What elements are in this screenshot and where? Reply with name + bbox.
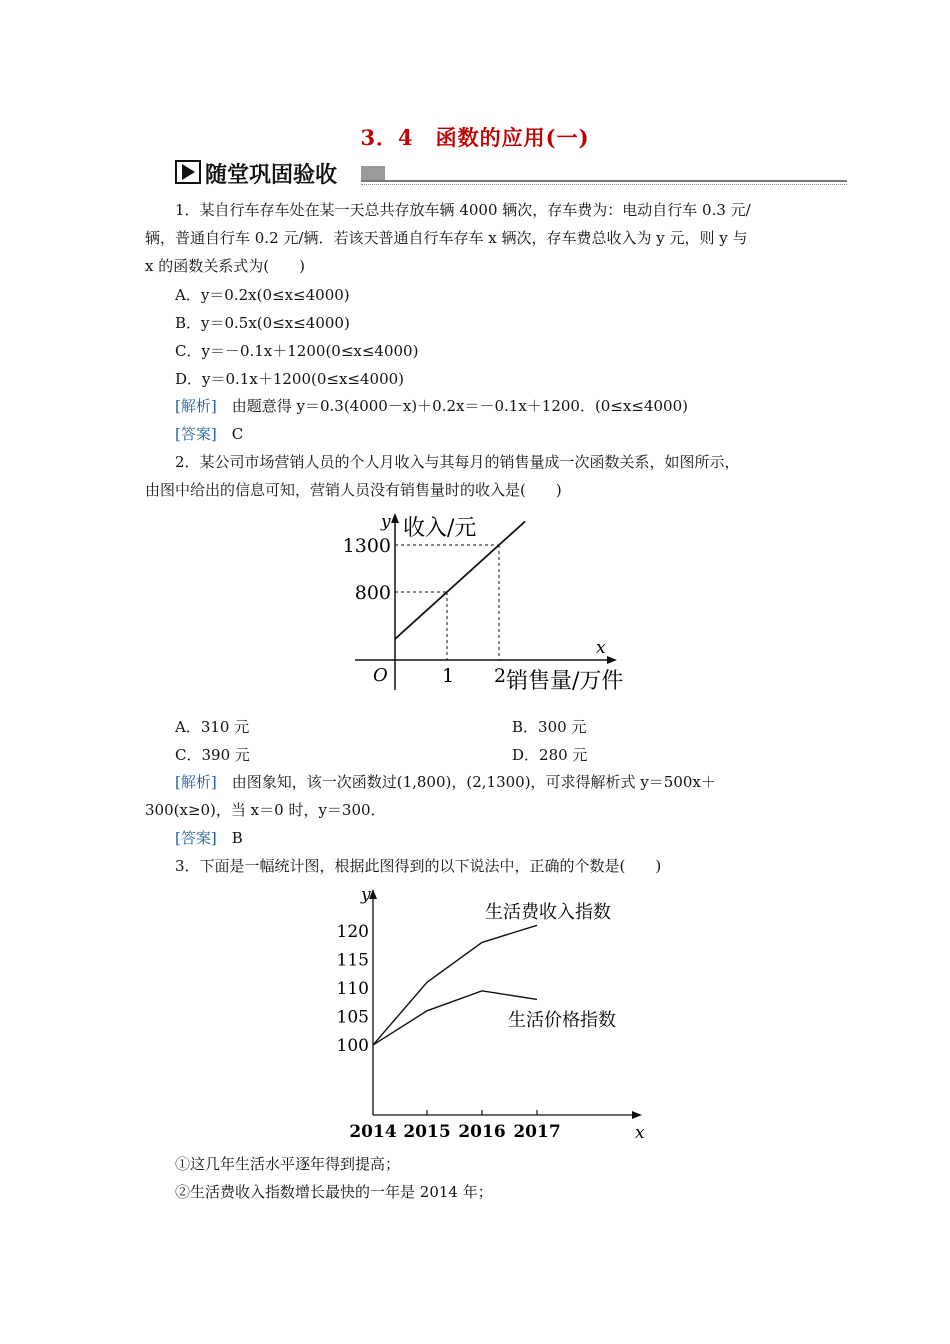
banner-block — [361, 166, 385, 180]
y-tick-label: 100 — [336, 1036, 369, 1056]
y-axis-letter: y — [361, 885, 371, 905]
q2-analysis-cont: 300(x≥0)，当 x＝0 时，y＝300． — [145, 801, 386, 819]
y-tick-label: 1300 — [342, 535, 391, 557]
y-axis-letter: y — [381, 512, 391, 532]
q1-answer — [175, 424, 243, 444]
q2-analysis-text: 由图象知，该一次函数过(1,800)，(2,1300)，可求得解析式 y＝500x＋ — [216, 773, 716, 791]
q1-line2: 辆，普通自行车 0.2 元/辆．若该天普通自行车存车 x 辆次，存车费总收入为 y 元，则 y 与 — [145, 229, 748, 247]
y-axis-title: 收入/元 — [403, 516, 477, 541]
x-tick-label: 2016 — [458, 1122, 506, 1142]
q3-statement-2: ②生活费收入指数增长最快的一年是 2014 年； — [175, 1183, 493, 1201]
q2-option-d: D．280 元 — [512, 746, 588, 764]
q1-option-b: B．y＝0.5x(0≤x≤4000) — [175, 314, 350, 332]
q3-line1: 3．下面是一幅统计图，根据此图得到的以下说法中，正确的个数是( ) — [175, 857, 662, 875]
y-tick-label: 800 — [354, 582, 391, 604]
play-arrow-icon — [175, 160, 201, 184]
q2-option-b: B．300 元 — [512, 718, 587, 736]
q2-answer-text: B — [216, 829, 243, 847]
q1-answer-text: C — [216, 425, 244, 443]
section-banner — [175, 158, 847, 188]
x-tick-label: 2015 — [403, 1122, 451, 1142]
x-axis-letter: x — [596, 638, 606, 658]
income-sales-chart — [330, 505, 650, 705]
y-tick-label: 120 — [336, 922, 369, 942]
q2-line2: 由图中给出的信息可知，营销人员没有销售量时的收入是( ) — [145, 481, 562, 499]
banner-rule — [361, 180, 847, 182]
banner-dotted-rule — [361, 184, 847, 186]
origin-label: O — [373, 665, 388, 686]
q2-analysis — [175, 772, 716, 792]
income-index-label: 生活费收入指数 — [485, 902, 611, 923]
q1-answer-tag: [答案] — [175, 425, 217, 443]
q2-line1: 2．某公司市场营销人员的个人月收入与其每月的销售量成一次函数关系，如图所示， — [175, 453, 740, 471]
q3-statement-1: ①这几年生活水平逐年得到提高； — [175, 1155, 401, 1173]
q2-answer-tag: [答案] — [175, 829, 217, 847]
y-axis-arrow — [391, 513, 399, 523]
x-axis-arrow — [607, 656, 617, 664]
x-tick-label: 1 — [442, 665, 455, 687]
q1-line1: 1．某自行车存车处在某一天总共存放车辆 4000 辆次，存车费为：电动自行车 0.3 元/ — [175, 201, 751, 219]
q1-analysis-tag: [解析] — [175, 397, 217, 415]
q2-option-a: A．310 元 — [175, 718, 250, 736]
q1-option-d: D．y＝0.1x＋1200(0≤x≤4000) — [175, 370, 405, 388]
q2-analysis-tag: [解析] — [175, 773, 217, 791]
section-title: 随堂巩固验收 — [205, 163, 338, 188]
q2-answer — [175, 828, 243, 848]
page-title: 3．4 函数的应用(一) — [360, 125, 590, 150]
q1-line3: x 的函数关系式为( ) — [145, 257, 305, 275]
x-tick-label: 2 — [494, 665, 507, 687]
q1-option-c: C．y＝－0.1x＋1200(0≤x≤4000) — [175, 342, 419, 360]
y-tick-label: 110 — [336, 979, 369, 999]
y-tick-label: 115 — [336, 950, 369, 971]
index-statistics-chart — [330, 880, 660, 1145]
x-axis-arrow — [632, 1111, 642, 1119]
x-axis-letter: x — [635, 1123, 645, 1143]
q1-analysis-text: 由题意得 y＝0.3(4000－x)＋0.2x＝－0.1x＋1200．(0≤x≤4000) — [216, 397, 688, 415]
q2-option-c: C．390 元 — [175, 746, 250, 764]
y-tick-label: 105 — [336, 1007, 369, 1028]
q1-analysis — [175, 396, 688, 416]
x-axis-title: 销售量/万件 — [506, 669, 624, 694]
x-tick-label: 2017 — [513, 1122, 561, 1142]
price-index-label: 生活价格指数 — [508, 1010, 616, 1031]
q1-option-a: A．y＝0.2x(0≤x≤4000) — [175, 286, 350, 304]
x-tick-label: 2014 — [349, 1122, 397, 1142]
